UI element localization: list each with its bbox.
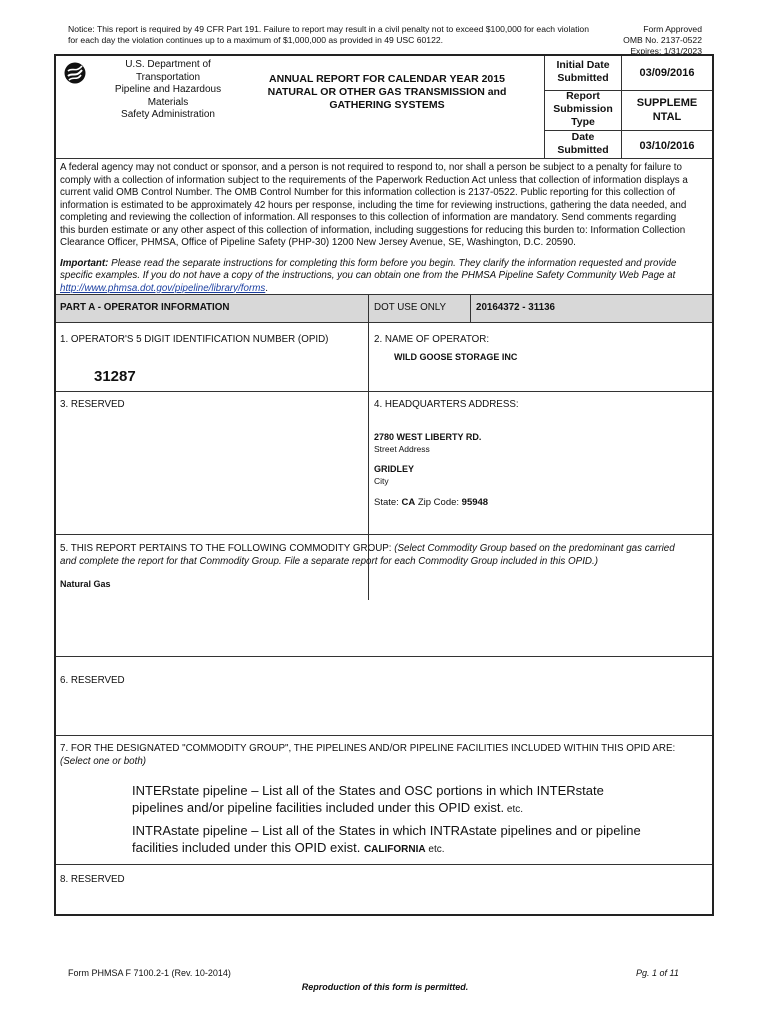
paperwork-line: information is estimated to be approximately 42 hours per response, including the time for reviewing instructions, gathering the data needed, and bbox=[60, 199, 687, 211]
interstate-tail: etc. bbox=[504, 804, 524, 815]
street-address-caption: Street Address bbox=[374, 444, 430, 454]
q5-instruction: and complete the report for that Commodity Group. File a separate report for each Commodity Group included in this OPID.) bbox=[60, 555, 598, 567]
report-type-label-line-1: Report bbox=[566, 90, 600, 102]
omb-number: OMB No. 2137-0522 bbox=[623, 35, 702, 45]
paperwork-line: current valid OMB Control Number. The OMB Control Number for this information collection is 2137-0522. Public reporting for this collection of bbox=[60, 187, 676, 198]
q4-label: 4. HEADQUARTERS ADDRESS: bbox=[374, 399, 519, 410]
date-submitted-label-line-1: Date bbox=[571, 131, 595, 143]
paperwork-line: completing and reviewing the collection of information. All responses to this collection of information are mandatory. Send comments regarding bbox=[60, 212, 677, 223]
report-form bbox=[54, 54, 714, 916]
agency-line-4: Materials bbox=[147, 96, 189, 108]
dot-reference-number: 20164372 - 31136 bbox=[476, 302, 555, 313]
zip-caption: Zip Code: bbox=[415, 497, 462, 508]
initial-date-label-line-2: Submitted bbox=[557, 72, 609, 84]
interstate-line: INTERstate pipeline – List all of the States and OSC portions in which INTERstate bbox=[132, 783, 604, 798]
agency-line-2: Transportation bbox=[135, 71, 201, 83]
date-submitted-label-line-2: Submitted bbox=[557, 144, 609, 156]
important-tail: . bbox=[265, 282, 269, 294]
important-label: Important: bbox=[60, 257, 109, 269]
opid-value: 31287 bbox=[94, 368, 136, 385]
initial-date-label-line-1: Initial Date bbox=[556, 59, 610, 71]
paperwork-notice bbox=[60, 162, 710, 295]
agency-line-1: U.S. Department of bbox=[125, 59, 211, 70]
notice-line-1: Notice: This report is required by 49 CFR Part 191. Failure to report may result in a civil penalty not to exceed $100,000 for each violation bbox=[68, 24, 589, 34]
agency-line-5: Safety Administration bbox=[121, 109, 215, 120]
important-line: Please read the separate instructions for completing this form before you begin. They clarify the information requested and provide bbox=[108, 257, 677, 269]
intrastate-state-value: CALIFORNIA bbox=[363, 844, 426, 855]
paperwork-line: this burden estimate or any other aspect of this collection of information, including suggestions for reducing this burden to: Information Collection bbox=[60, 224, 686, 236]
page-number: Pg. 1 of 11 bbox=[636, 968, 679, 978]
report-type-label-line-3: Type bbox=[571, 116, 595, 128]
q3-label: 3. RESERVED bbox=[60, 399, 125, 410]
q5-instruction: (Select Commodity Group based on the predominant gas carried bbox=[391, 543, 675, 554]
report-type-value-line-2: NTAL bbox=[652, 111, 682, 123]
part-a-title: PART A - OPERATOR INFORMATION bbox=[60, 302, 230, 313]
initial-date-label bbox=[546, 59, 620, 85]
operator-name-value: WILD GOOSE STORAGE INC bbox=[394, 352, 518, 362]
initial-date-value: 03/09/2016 bbox=[639, 67, 695, 79]
state-value: CA bbox=[401, 497, 416, 508]
q8-label: 8. RESERVED bbox=[60, 874, 125, 885]
report-type-label bbox=[546, 90, 620, 129]
title-line-3: GATHERING SYSTEMS bbox=[329, 99, 445, 111]
paperwork-line: comply with a collection of information subject to the requirements of the Paperwork Reduction Act unless that collection of information displays a bbox=[60, 174, 688, 186]
notice-text bbox=[68, 24, 628, 46]
q5-block bbox=[60, 543, 710, 568]
q7-instruction: (Select one or both) bbox=[60, 755, 147, 767]
dot-emblem-icon bbox=[64, 62, 86, 84]
notice-line-2: for each day the violation continues up to a maximum of $1,000,000 as provided in 49 USC 60122. bbox=[68, 35, 444, 45]
report-type-value-line-1: SUPPLEME bbox=[636, 97, 698, 109]
dot-use-only-label: DOT USE ONLY bbox=[374, 302, 447, 313]
paperwork-line: A federal agency may not conduct or sponsor, and a person is not required to respond to, nor shall a person be subject to a penalty for failure to bbox=[60, 162, 682, 173]
city-caption: City bbox=[374, 476, 389, 486]
agency-line-3: Pipeline and Hazardous bbox=[114, 84, 222, 95]
city-value: GRIDLEY bbox=[374, 464, 415, 474]
important-line: specific examples. If you do not have a copy of the instructions, you can obtain one from the PHMSA Pipeline Safety Community Web Page at bbox=[60, 270, 676, 281]
q1-label: 1. OPERATOR'S 5 DIGIT IDENTIFICATION NUMBER (OPID) bbox=[60, 334, 329, 345]
interstate-option bbox=[132, 782, 692, 818]
report-title bbox=[242, 73, 532, 112]
street-address-value: 2780 WEST LIBERTY RD. bbox=[374, 432, 482, 442]
state-caption: State: bbox=[374, 497, 402, 508]
agency-name bbox=[88, 59, 248, 122]
title-line-1: ANNUAL REPORT FOR CALENDAR YEAR 2015 bbox=[269, 73, 505, 85]
expiration-date: Expires: 1/31/2023 bbox=[630, 46, 702, 56]
paperwork-line: Clearance Officer, PHMSA, Office of Pipeline Safety (PHP-30) 1200 New Jersey Avenue, SE, Washington, D.C. 20590. bbox=[60, 237, 576, 248]
commodity-group-value: Natural Gas bbox=[60, 579, 111, 589]
date-submitted-value: 03/10/2016 bbox=[639, 140, 695, 152]
interstate-line: pipelines and/or pipeline facilities included under this OPID exist. bbox=[132, 800, 505, 815]
zip-value: 95948 bbox=[461, 497, 489, 508]
report-type-label-line-2: Submission bbox=[553, 103, 613, 115]
q2-label: 2. NAME OF OPERATOR: bbox=[374, 334, 490, 345]
report-type-value bbox=[622, 96, 712, 124]
form-approved-block bbox=[612, 24, 702, 57]
reproduction-note: Reproduction of this form is permitted. bbox=[301, 982, 469, 992]
q5-label: 5. THIS REPORT PERTAINS TO THE FOLLOWING COMMODITY GROUP: bbox=[60, 543, 392, 554]
title-line-2: NATURAL OR OTHER GAS TRANSMISSION and bbox=[267, 86, 507, 98]
instructions-link[interactable]: http://www.phmsa.dot.gov/pipeline/library/forms bbox=[60, 282, 266, 294]
intrastate-line: facilities included under this OPID exist. bbox=[132, 840, 364, 855]
q6-label: 6. RESERVED bbox=[60, 675, 125, 686]
important-notice bbox=[60, 258, 710, 271]
intrastate-tail: etc. bbox=[425, 844, 445, 855]
q7-label: 7. FOR THE DESIGNATED "COMMODITY GROUP", THE PIPELINES AND/OR PIPELINE FACILITIES INCLUDED WITHIN THIS OPID ARE: bbox=[60, 743, 676, 754]
intrastate-line: INTRAstate pipeline – List all of the States in which INTRAstate pipelines and or pipeline bbox=[132, 823, 641, 838]
form-approved-line: Form Approved bbox=[643, 24, 702, 34]
state-zip-line bbox=[374, 497, 488, 508]
date-submitted-label bbox=[546, 131, 620, 157]
form-identifier: Form PHMSA F 7100.2-1 (Rev. 10-2014) bbox=[68, 968, 231, 978]
q7-block bbox=[60, 743, 710, 768]
intrastate-option bbox=[132, 822, 692, 858]
